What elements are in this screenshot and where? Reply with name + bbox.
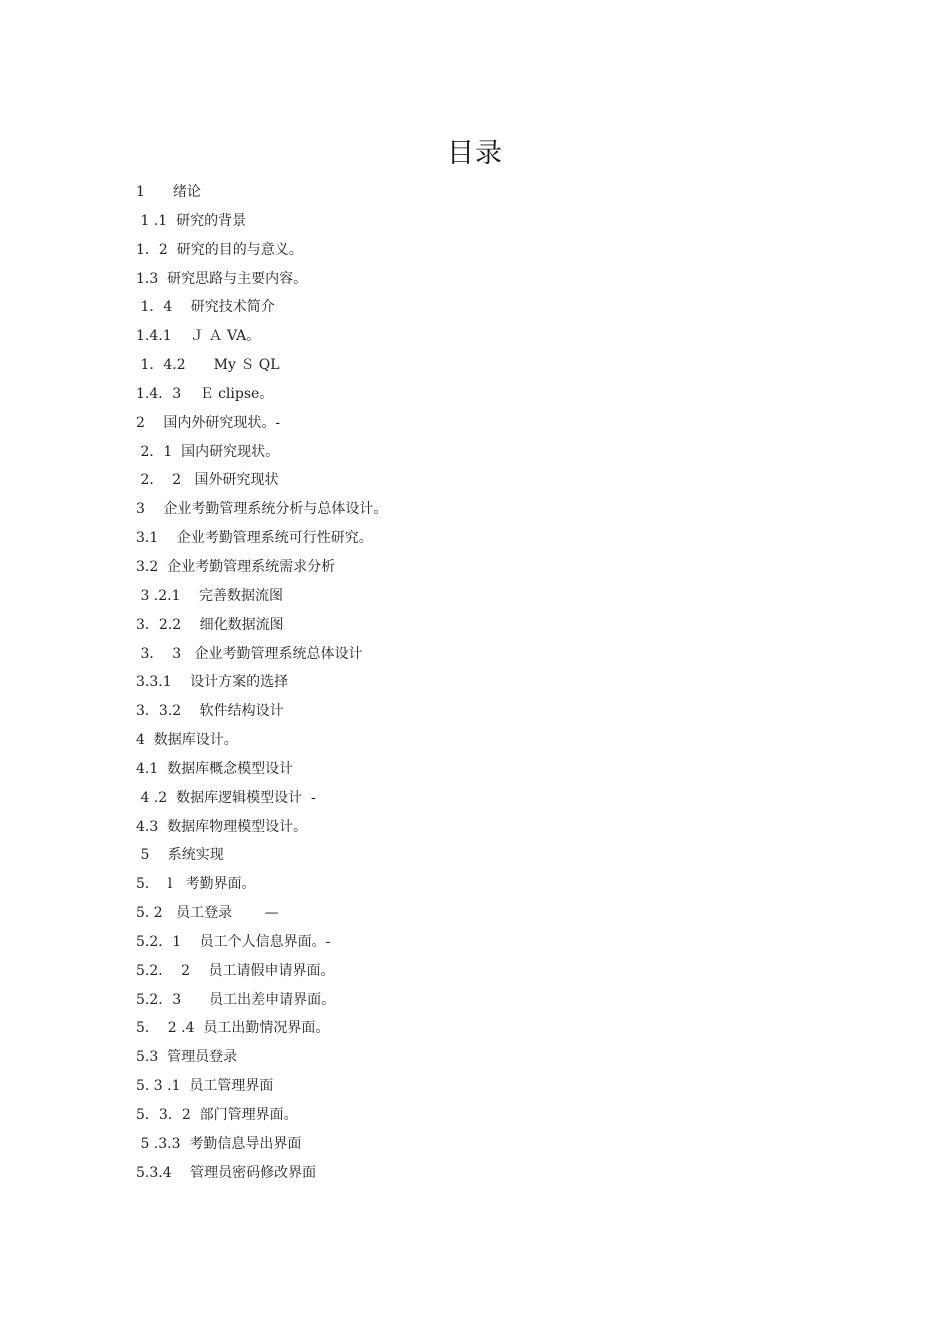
toc-entry: 4 数据库设计。: [136, 732, 238, 749]
toc-entry: 5.2．3 员工出差申请界面。: [136, 991, 336, 1008]
toc-entry: 5.2． 2 员工请假申请界面。: [136, 962, 335, 979]
toc-entry: 1．2 研究的目的与意义。: [136, 241, 303, 258]
toc-entry: 1．4 研究技术简介: [136, 299, 275, 316]
toc-entry: 5.3.4 管理员密码修改界面: [136, 1164, 317, 1181]
toc-entry: 5. 3 .1 员工管理界面: [136, 1078, 274, 1095]
toc-entry: 3 .2.1 完善数据流图: [136, 587, 283, 604]
toc-entry: 1 .1 研究的背景: [136, 212, 247, 229]
toc-entry: 5. 2 员工登录 —: [136, 905, 279, 922]
toc-entry: 5 系统实现: [136, 847, 224, 864]
toc-entry: 1 绪论: [136, 184, 201, 200]
toc-title: 目录: [447, 138, 503, 169]
toc-entry: 4.3 数据库物理模型设计。: [136, 818, 308, 835]
toc-entry: 5． 2 .4 员工出勤情况界面。: [136, 1020, 330, 1037]
toc-entry: 5.2．1 员工个人信息界面。-: [136, 933, 331, 950]
toc-entry: 3． 3 企业考勤管理系统总体设计: [136, 645, 363, 662]
toc-entry: 2 国内外研究现状。-: [136, 414, 281, 431]
toc-entry: 2．1 国内研究现状。: [136, 443, 280, 460]
toc-entry: 5.3 管理员登录: [136, 1049, 238, 1066]
toc-entry: 3 企业考勤管理系统分析与总体设计。: [136, 501, 388, 518]
toc-entry: 3．3.2 软件结构设计: [136, 703, 284, 720]
toc-entry: 1.4.1 Ｊ Ａ VA。: [136, 328, 261, 345]
toc-entry: 1.4．3 Ｅ clipse。: [136, 385, 274, 402]
toc-entry: 4 .2 数据库逻辑模型设计 -: [136, 789, 316, 806]
toc-entry: 5．3．2 部门管理界面。: [136, 1107, 298, 1123]
toc-entry: 1．4.2 My Ｓ QL: [136, 357, 280, 374]
toc-entry: 5 .3.3 考勤信息导出界面: [136, 1135, 302, 1152]
toc-entry: 1.3 研究思路与主要内容。: [136, 270, 308, 287]
toc-entry: 3.3.1 设计方案的选择: [136, 674, 289, 691]
table-of-contents: [136, 178, 836, 1188]
toc-entry: 4.1 数据库概念模型设计: [136, 760, 294, 777]
toc-entry: 3.2 企业考勤管理系统需求分析: [136, 558, 336, 575]
toc-entry: 5． l 考勤界面。: [136, 876, 256, 893]
toc-entry: 3.1 企业考勤管理系统可行性研究。: [136, 530, 373, 547]
toc-entry: 3．2.2 细化数据流图: [136, 616, 284, 633]
toc-entry: 2． 2 国外研究现状: [136, 472, 279, 489]
